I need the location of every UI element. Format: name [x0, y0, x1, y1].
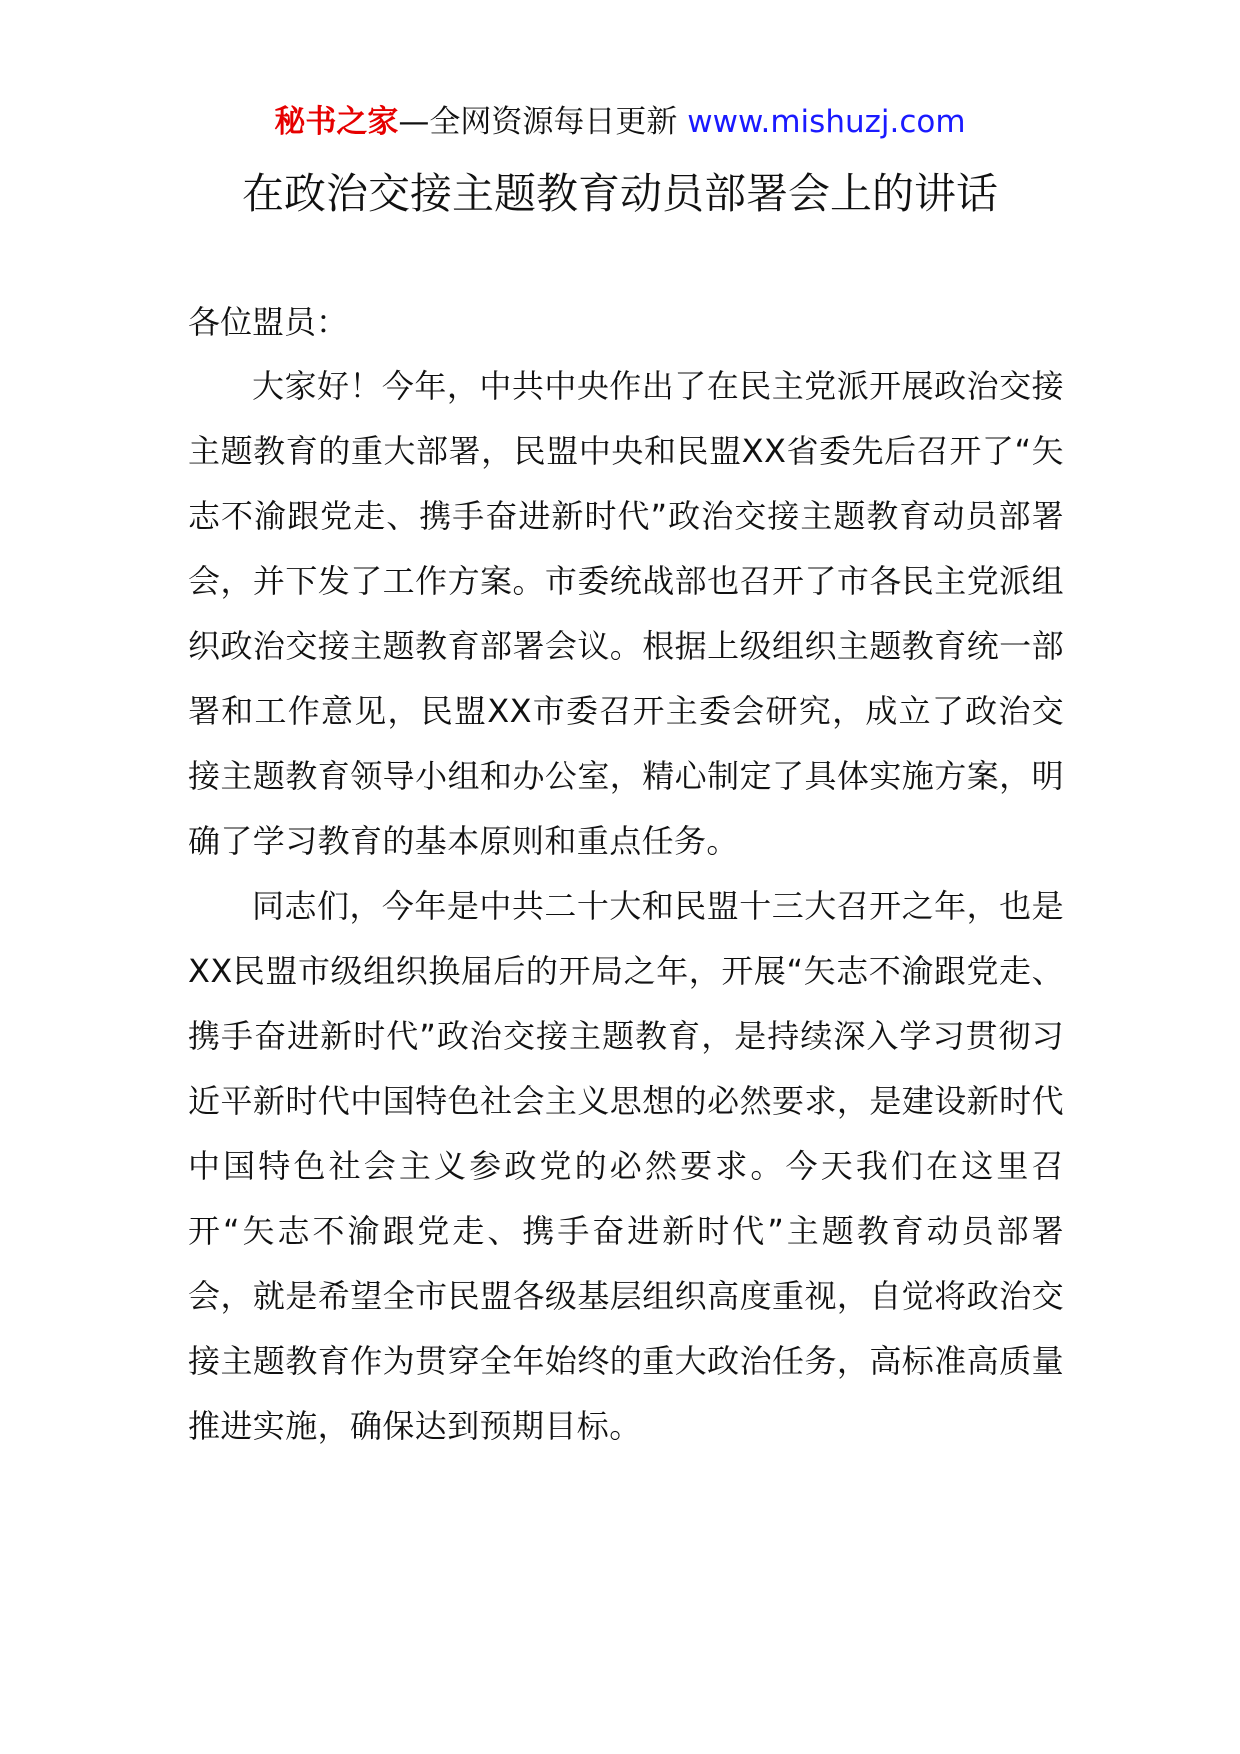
brand-name: 秘书之家 — [274, 104, 399, 140]
paragraph-2: 同志们，今年是中共二十大和民盟十三大召开之年，也是XX民盟市级组织换届后的开局之年，开展“矢志不渝跟党走、携手奋进新时代”政治交接主题教育，是持续深入学习贯彻习近平新时代中国特色社会主义思想的必然要求，是建设新时代中国特色社会主义参政党的必然要求。今天我们在这里召开“矢志不渝跟党走、携手奋进新时代”主题教育动员部署会，就是希望全市民盟各级基层组织高度重视，自觉将政治交接主题教育作为贯穿全年始终的重大政治任务，高标准高质量推进实施，确保达到预期目标。 — [188, 887, 1064, 1445]
header-tagline: —全网资源每日更新 — [398, 104, 678, 140]
document-title: 在政治交接主题教育动员部署会上的讲话 — [241, 169, 998, 218]
document-body — [188, 290, 1064, 1459]
header-banner — [0, 100, 1240, 144]
paragraph-1: 大家好！今年，中共中央作出了在民主党派开展政治交接主题教育的重大部署，民盟中央和民盟XX省委先后召开了“矢志不渝跟党走、携手奋进新时代”政治交接主题教育动员部署会，并下发了工作方案。市委统战部也召开了市各民主党派组织政治交接主题教育部署会议。根据上级组织主题教育统一部署和工作意见，民盟XX市委召开主委会研究，成立了政治交接主题教育领导小组和办公室，精心制定了具体实施方案，明确了学习教育的基本原则和重点任务。 — [188, 367, 1064, 860]
site-url-link[interactable]: www.mishuzj.com — [687, 104, 966, 140]
salutation: 各位盟员： — [188, 303, 349, 341]
